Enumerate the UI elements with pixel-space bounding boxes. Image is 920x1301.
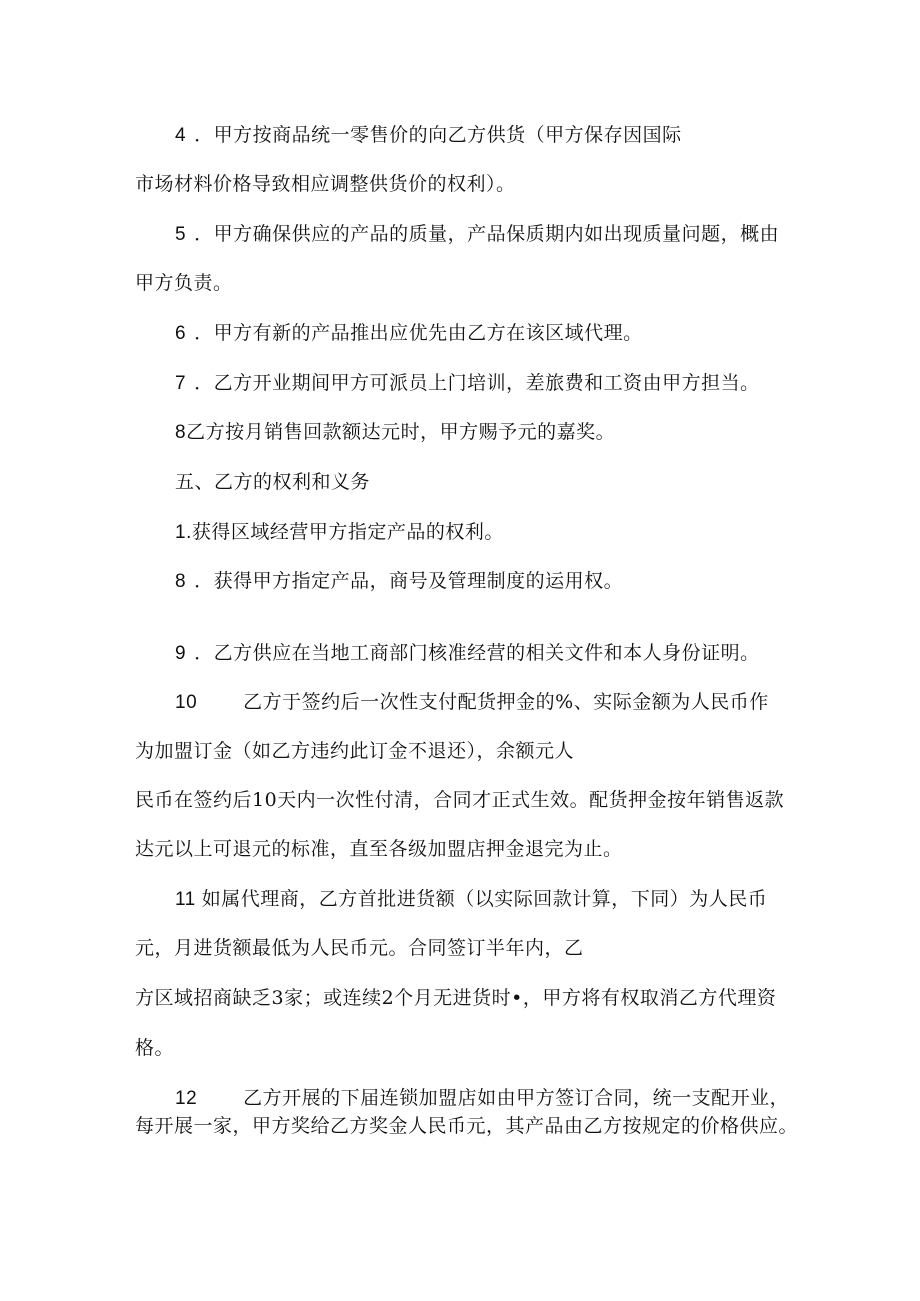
clause-text: 市场材料价格导致相应调整供货价的权利）。: [135, 173, 516, 195]
clause-12-line-1: [175, 1085, 789, 1112]
clause-text: 达元以上可退元的标准，直至各级加盟店押金退完为止。: [135, 838, 623, 860]
clause-text: 乙方按月销售回款额达元时，甲方赐予元的嘉奖。: [186, 421, 616, 443]
clause-text: ．甲方按商品统一零售价的向乙方供货（甲方保存因国际: [194, 124, 682, 146]
clause-number: 8: [175, 422, 187, 443]
clause-number: 9: [175, 643, 187, 664]
clause-4-line-2: [135, 171, 516, 197]
clause-text: 每开展一家，甲方奖给乙方奖金人民币元，其产品由乙方按规定的价格供应。: [135, 1115, 799, 1137]
clause-10-line-4: [135, 836, 623, 862]
clause-10-line-3: [135, 787, 784, 813]
clause-6: [175, 320, 643, 347]
clause-text: 如属代理商，乙方首批进货额（以实际回款计算，下同）为人民币: [201, 888, 768, 910]
clause-number: 8: [175, 571, 187, 592]
clause-7: [175, 370, 760, 397]
clause-text: 获得区域经营甲方指定产品的权利。: [191, 521, 504, 543]
clause-text: ．乙方供应在当地工商部门核准经营的相关文件和本人身份证明。: [194, 642, 760, 664]
clause-text: 乙方开展的下届连锁加盟店如由甲方签订合同，统一支配开业，: [243, 1087, 790, 1109]
clause-11-line-4: [135, 1035, 174, 1061]
clause-text: 方区域招商缺乏3家；或连续2个月无进货时•，甲方将有权取消乙方代理资: [135, 987, 777, 1009]
clause-10-line-2: [135, 738, 574, 764]
clause-number: 4: [175, 125, 187, 146]
clause-11-line-3: [135, 985, 776, 1011]
clause-number: 5: [175, 224, 187, 245]
right-item-8: [175, 568, 623, 595]
clause-5-line-2: [135, 270, 233, 296]
clause-text: ．获得甲方指定产品，商号及管理制度的运用权。: [194, 570, 624, 592]
clause-10-line-1: [175, 689, 769, 716]
clause-number: 1.: [175, 522, 192, 543]
clause-number: 7: [175, 373, 187, 394]
clause-text: ．甲方确保供应的产品的质量，产品保质期内如出现质量问题，概由: [194, 223, 780, 245]
clause-number: 6: [175, 323, 187, 344]
clause-8: [175, 419, 615, 446]
section-heading: [175, 469, 370, 495]
clause-5-line-1: [175, 221, 779, 248]
clause-text: 格。: [135, 1037, 175, 1059]
clause-text: ．乙方开业期间甲方可派员上门培训，差旅费和工资由甲方担当。: [194, 372, 760, 394]
clause-text: 乙方于签约后一次性支付配货押金的%、实际金额为人民币作: [243, 691, 769, 713]
clause-11-line-2: [135, 935, 584, 961]
clause-text: 为加盟订金（如乙方违约此订金不退还），余额元人: [135, 740, 575, 762]
section-title: 五、乙方的权利和义务: [175, 471, 371, 493]
clause-number: 10: [175, 692, 198, 713]
clause-text: 甲方负责。: [135, 272, 233, 294]
right-item-9: [175, 640, 760, 667]
clause-11-line-1: [175, 886, 767, 913]
clause-text: 元，月进货额最低为人民币元。合同签订半年内，乙: [135, 937, 584, 959]
clause-text: ．甲方有新的产品推出应优先由乙方在该区域代理。: [194, 322, 643, 344]
right-item-1: [175, 519, 504, 546]
clause-4-line-1: [175, 122, 682, 149]
clause-text: 民币在签约后10天内一次性付清，合同才正式生效。配货押金按年销售返款: [135, 789, 785, 811]
clause-number: 11: [175, 889, 196, 910]
clause-number: 12: [175, 1088, 198, 1109]
clause-12-line-2: [135, 1113, 798, 1139]
